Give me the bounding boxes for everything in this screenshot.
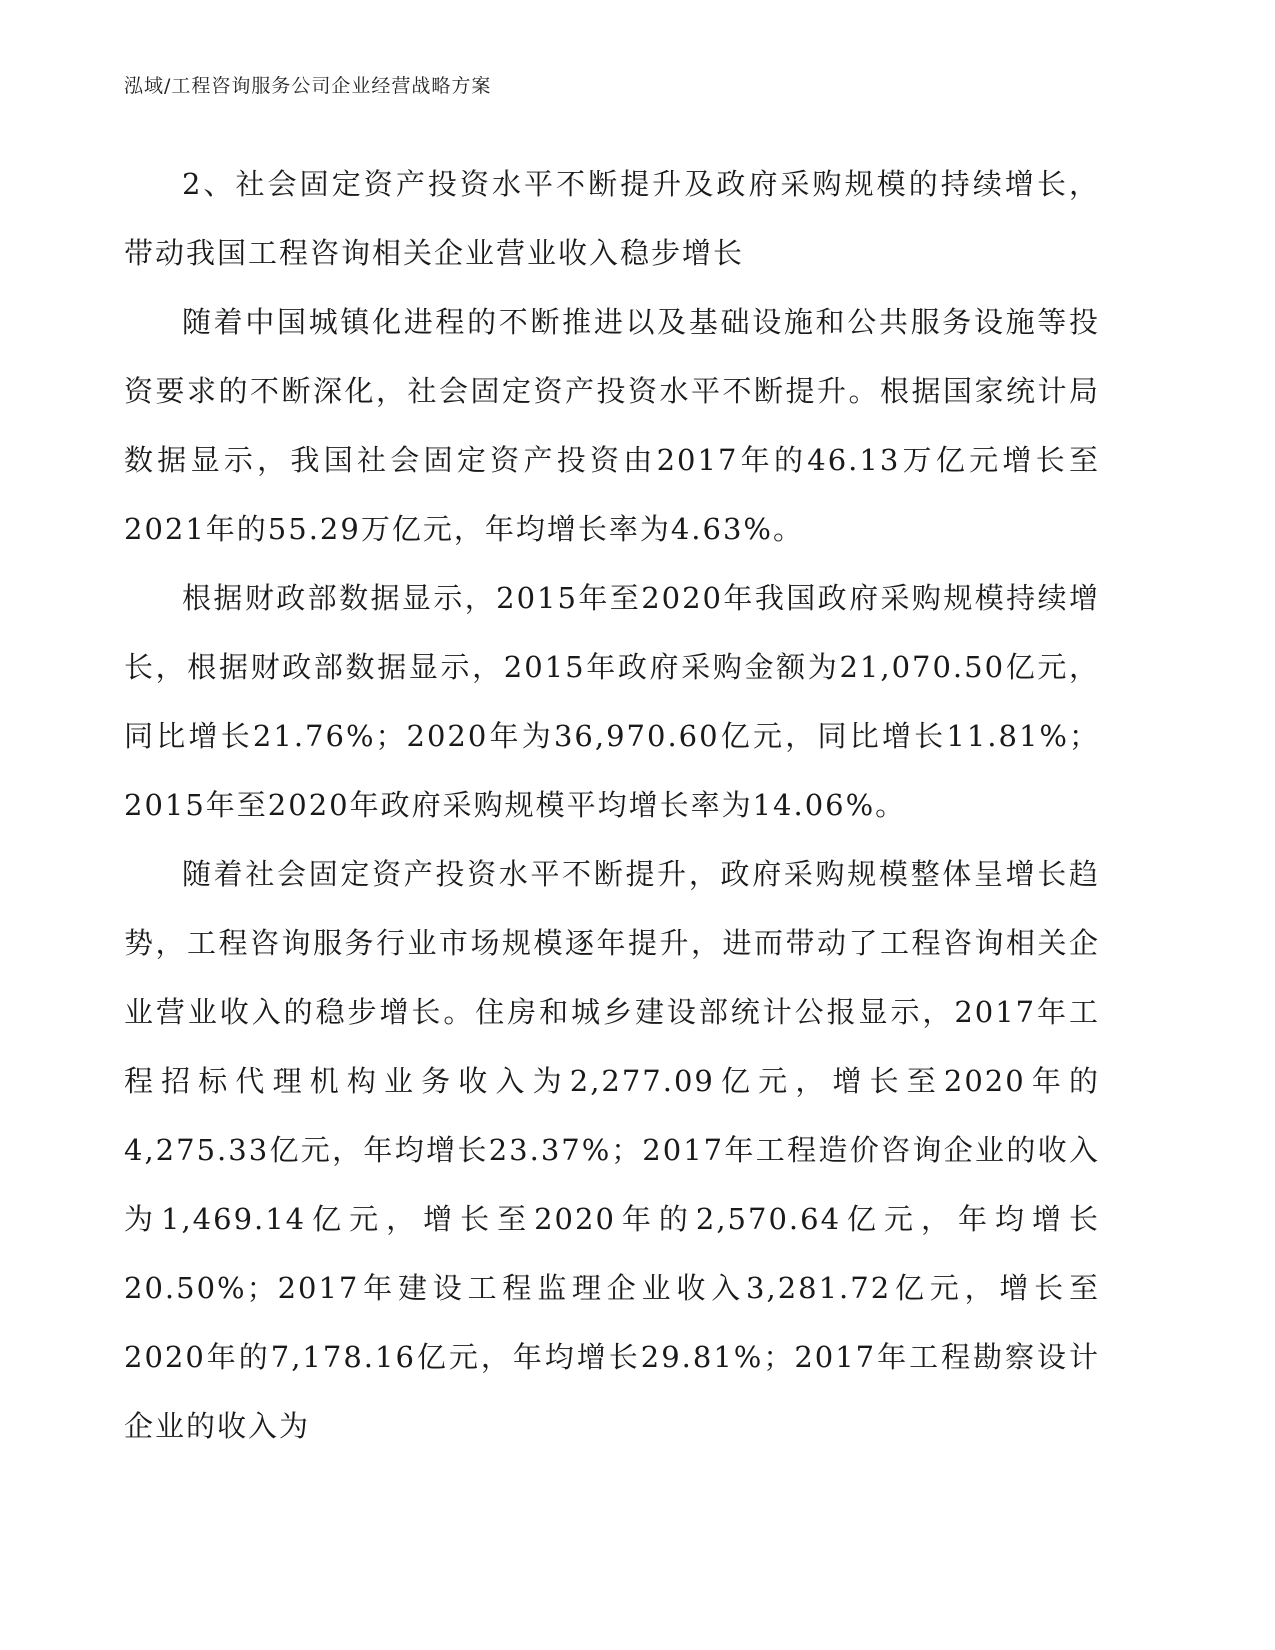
section-heading: 2、社会固定资产投资水平不断提升及政府采购规模的持续增长，带动我国工程咨询相关企业营业收入稳步增长 [124, 167, 1100, 270]
header-divider [124, 108, 1154, 109]
body-paragraph-1: 随着中国城镇化进程的不断推进以及基础设施和公共服务设施等投资要求的不断深化，社会固定资产投资水平不断提升。根据国家统计局数据显示，我国社会固定资产投资由2017年的46.13万亿元增长至2021年的55.29万亿元，年均增长率为4.63%。 [124, 305, 1100, 546]
document-body [124, 150, 1100, 1461]
running-header: 泓域/工程咨询服务公司企业经营战略方案 [124, 75, 492, 97]
body-paragraph-3: 随着社会固定资产投资水平不断提升，政府采购规模整体呈增长趋势，工程咨询服务行业市场规模逐年提升，进而带动了工程咨询相关企业营业收入的稳步增长。住房和城乡建设部统计公报显示，2017年工程招标代理机构业务收入为2,277.09亿元，增长至2020年的4,275.33亿元，年均增长23.37%；2017年工程造价咨询企业的收入为1,469.14亿元，增长至2020年的2,570.64亿元，年均增长20.50%；2017年建设工程监理企业收入3,281.72亿元，增长至2020年的7,178.16亿元，年均增长29.81%；2017年工程勘察设计企业的收入为 [124, 857, 1100, 1443]
body-paragraph-2: 根据财政部数据显示，2015年至2020年我国政府采购规模持续增长，根据财政部数据显示，2015年政府采购金额为21,070.50亿元，同比增长21.76%；2020年为36,970.60亿元，同比增长11.81%；2015年至2020年政府采购规模平均增长率为14.06%。 [124, 581, 1100, 822]
